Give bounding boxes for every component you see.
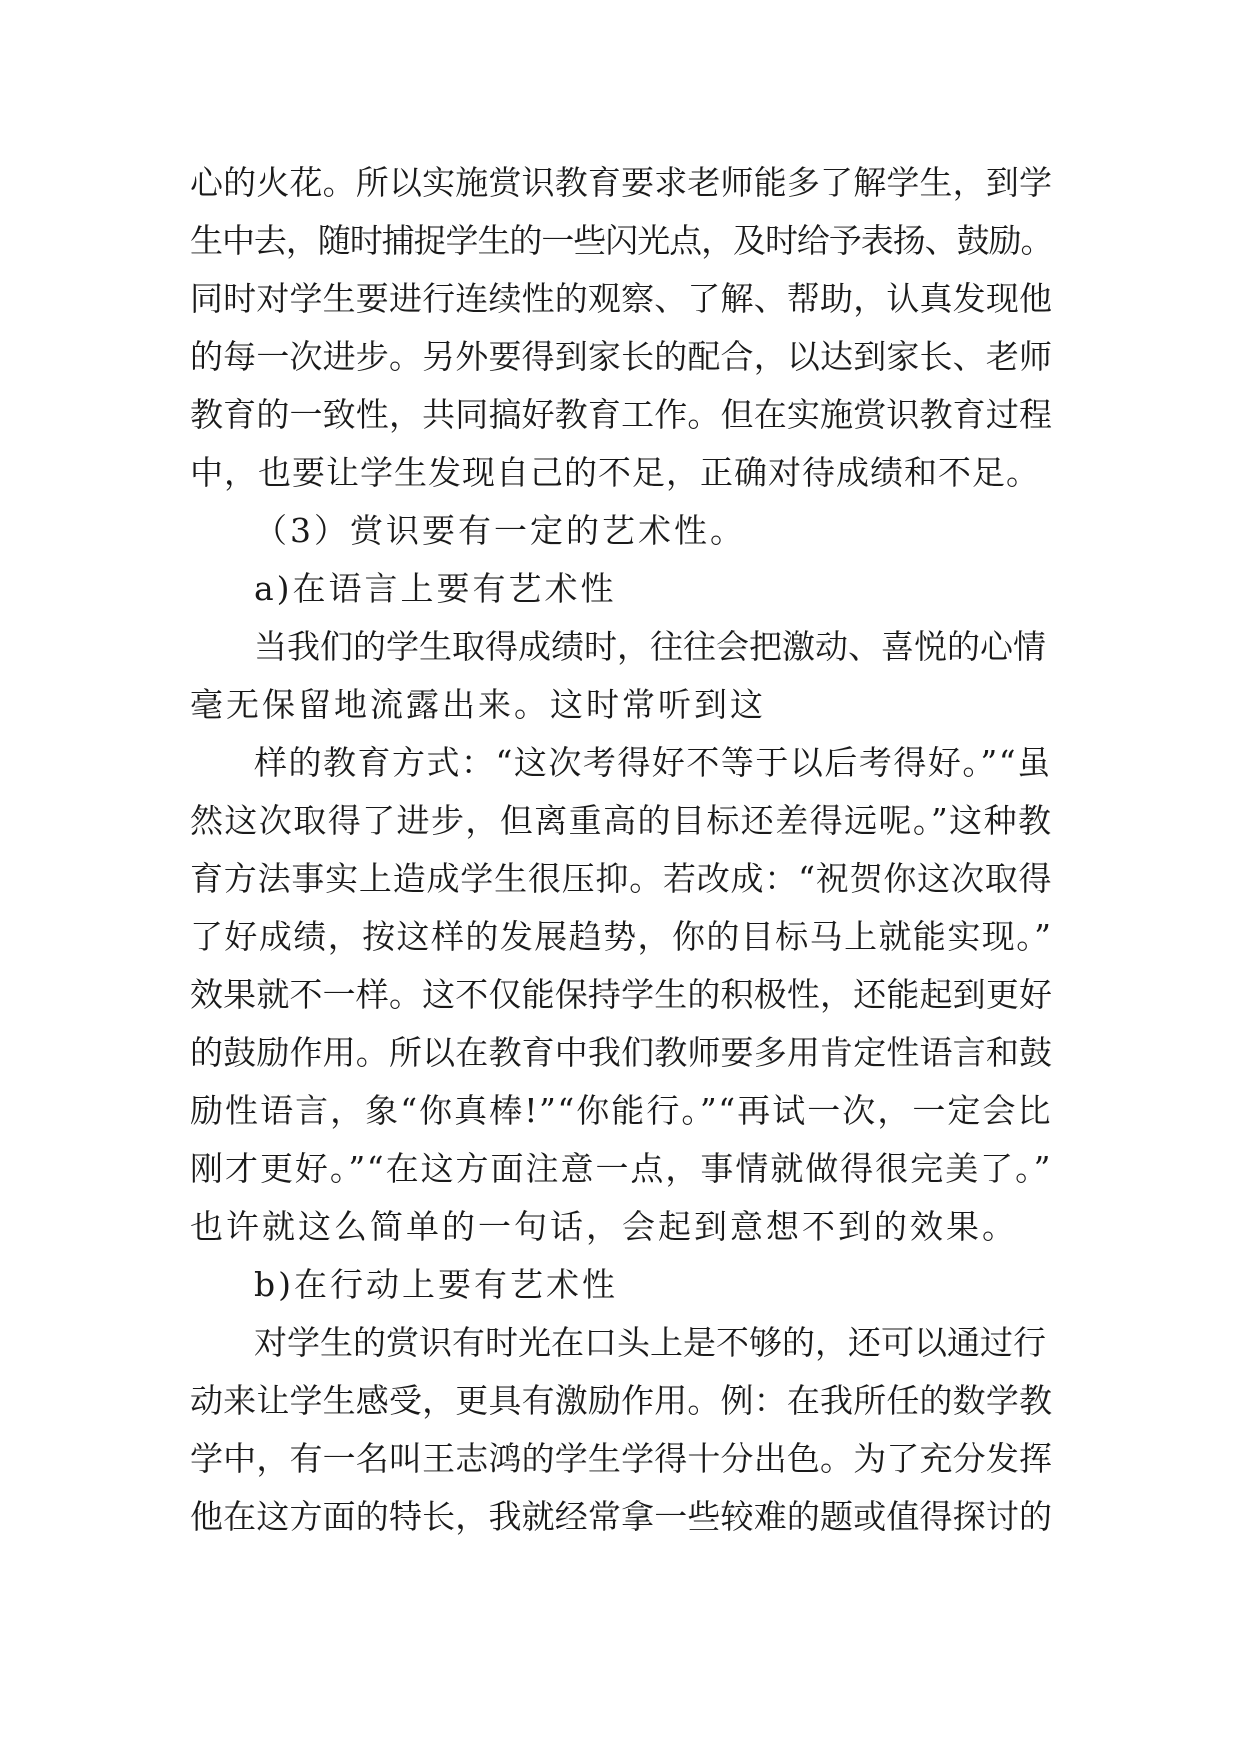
body-text-line: 也许就这么简单的一句话，会起到意想不到的效果。: [190, 1207, 1018, 1246]
body-text-line: 然这次取得了进步，但离重高的目标还差得远呢。”这种教: [190, 801, 1052, 840]
body-text-line: 教育的一致性，共同搞好教育工作。但在实施赏识教育过程: [190, 395, 1052, 434]
body-text-line: 生中去，随时捕捉学生的一些闪光点，及时给予表扬、鼓励。: [190, 221, 1052, 260]
body-text-line: 毫无保留地流露出来。这时常听到这: [190, 685, 766, 724]
paragraph-first-line: 样的教育方式：“这次考得好不等于以后考得好。”“虽: [254, 743, 1052, 782]
paragraph-first-line: 当我们的学生取得成绩时，往往会把激动、喜悦的心情: [254, 627, 1046, 666]
body-text-line: 的每一次进步。另外要得到家长的配合，以达到家长、老师: [190, 337, 1052, 376]
body-text-line: 心的火花。所以实施赏识教育要求老师能多了解学生，到学: [190, 163, 1052, 202]
body-text-line: 学中，有一名叫王志鸿的学生学得十分出色。为了充分发挥: [190, 1439, 1052, 1478]
paragraph-first-line: 对学生的赏识有时光在口头上是不够的，还可以通过行: [254, 1323, 1046, 1362]
body-text-line: 了好成绩，按这样的发展趋势，你的目标马上就能实现。”: [190, 917, 1052, 956]
body-text-line: 的鼓励作用。所以在教育中我们教师要多用肯定性语言和鼓: [190, 1033, 1052, 1072]
body-text-line: 他在这方面的特长，我就经常拿一些较难的题或值得探讨的: [190, 1497, 1052, 1536]
body-text-line: 效果就不一样。这不仅能保持学生的积极性，还能起到更好: [190, 975, 1052, 1014]
subsection-heading: a)在语言上要有艺术性: [254, 569, 617, 608]
subsection-heading: b)在行动上要有艺术性: [254, 1265, 618, 1304]
body-text-line: 励性语言，象“你真棒!”“你能行。”“再试一次，一定会比: [190, 1091, 1052, 1130]
body-text-line: 育方法事实上造成学生很压抑。若改成：“祝贺你这次取得: [190, 859, 1052, 898]
body-text-line: 动来让学生感受，更具有激励作用。例：在我所任的数学教: [190, 1381, 1052, 1420]
body-text-line: 同时对学生要进行连续性的观察、了解、帮助，认真发现他: [190, 279, 1052, 318]
body-text-line: 中，也要让学生发现自己的不足，正确对待成绩和不足。: [190, 453, 1040, 492]
section-heading: （3）赏识要有一定的艺术性。: [254, 511, 746, 550]
body-text-line: 刚才更好。”“在这方面注意一点，事情就做得很完美了。”: [190, 1149, 1052, 1188]
